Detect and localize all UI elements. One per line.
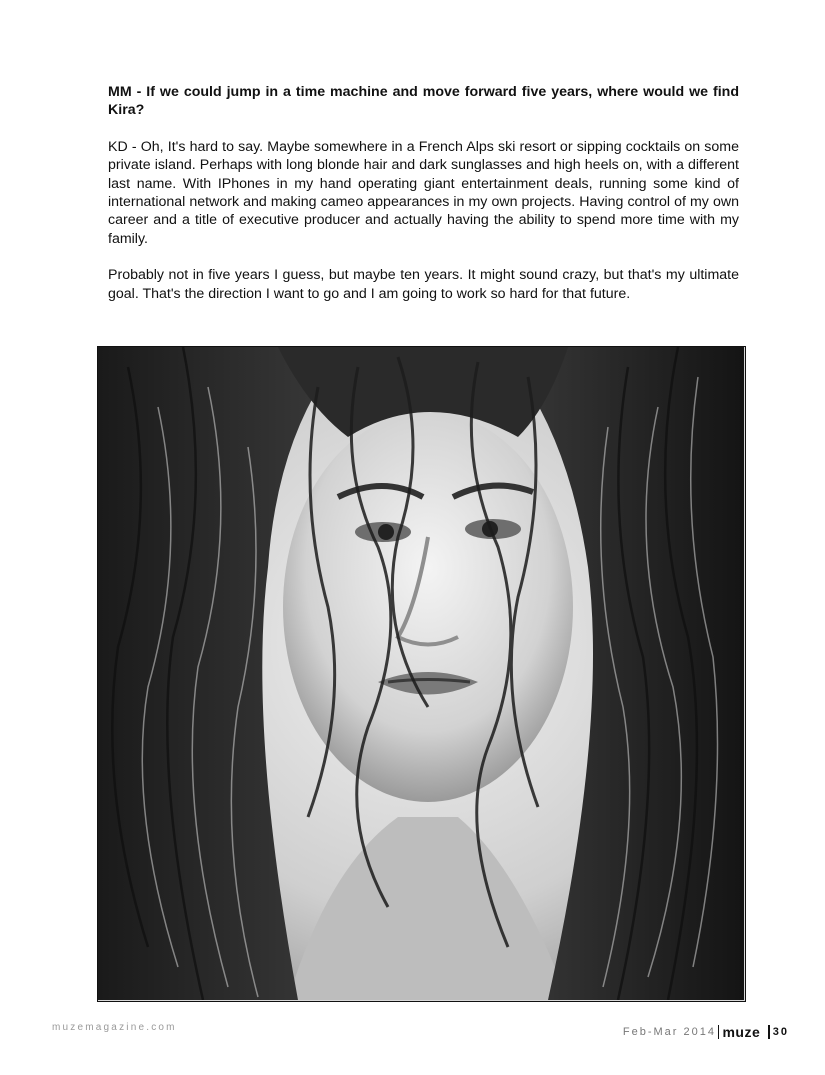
footer-page-info: [623, 1024, 789, 1040]
footer-issue-date: Feb-Mar 2014: [622, 1026, 716, 1038]
portrait-photo: [97, 346, 746, 1002]
interview-question: MM - If we could jump in a time machine and move forward five years, where would we find Kira?: [108, 84, 739, 119]
footer-brand-name: muze: [722, 1024, 761, 1040]
footer-website: muzemagazine.com: [52, 1022, 177, 1033]
footer-divider: [718, 1025, 720, 1039]
footer-divider-2: [768, 1025, 770, 1039]
footer-page-number: 30: [772, 1026, 789, 1038]
interview-answer-paragraph-2: Probably not in five years I guess, but maybe ten years. It might sound crazy, but that's my ultimate goal. That's the direction I want to go and I am going to work so hard for that future.: [108, 267, 739, 302]
interview-answer-paragraph-1: KD - Oh, It's hard to say. Maybe somewhere in a French Alps ski resort or sipping cocktails on some private island. Perhaps with long blonde hair and dark sunglasses and high heels on, with a different last name. With IPhones in my hand operating giant entertainment deals, running some kind of international network and making cameo appearances in my own projects. Having control of my own career and a title of executive producer and actually having the ability to spend more time with my family.: [108, 138, 739, 247]
portrait-photo-illustration: [98, 347, 744, 1000]
article-body: [108, 83, 739, 321]
